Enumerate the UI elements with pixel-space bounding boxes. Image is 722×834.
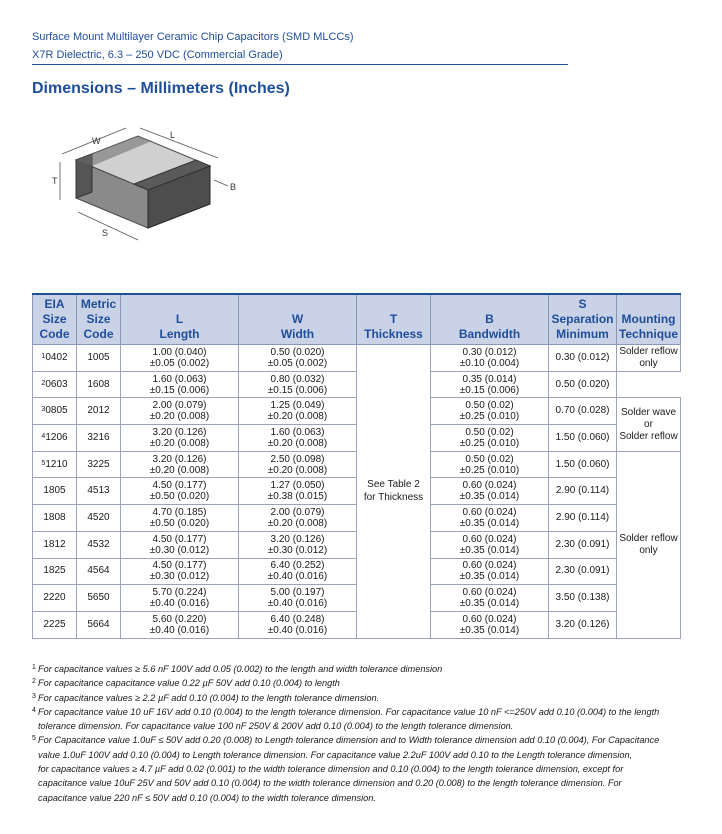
length-cell: 4.50 (0.177) ±0.50 (0.020) [121, 478, 239, 505]
diagram-label-b: B [230, 182, 237, 192]
footnotes [32, 662, 697, 805]
eia-size-code: $^4$1206 [33, 425, 77, 452]
header-divider [32, 64, 568, 65]
footnote-ref: 3 [41, 406, 46, 414]
width-cell: 3.20 (0.126) ±0.30 (0.012) [239, 531, 357, 558]
header-metric-size-code: Metric Size Code [77, 294, 121, 345]
separation-cell: 0.50 (0.020) [549, 371, 617, 398]
header-mounting-technique: Mounting Technique [617, 294, 681, 345]
metric-size-code: 3216 [77, 425, 121, 452]
table-row [33, 345, 681, 372]
separation-cell: 2.90 (0.114) [549, 505, 617, 532]
header-width: W Width [239, 294, 357, 345]
mounting-technique-cell: Solder wave or Solder reflow [617, 398, 681, 451]
footnote-ref: 2 [41, 379, 46, 387]
footnote-marker: 5 [32, 735, 36, 743]
footnote-line: value 1.0uF 100V add 0.10 (0.004) to Length tolerance dimension. For capacitance value 2.2uF 100V add 0.10 to the Length tolerance dimension, [38, 749, 633, 760]
bandwidth-cell: 0.50 (0.02) ±0.25 (0.010) [431, 398, 549, 425]
eia-size-code: $^2$0603 [33, 371, 77, 398]
footnote-ref: 5 [41, 459, 46, 467]
separation-cell: 2.30 (0.091) [549, 531, 617, 558]
width-cell: 2.00 (0.079) ±0.20 (0.008) [239, 505, 357, 532]
eia-size-code: $^3$0805 [33, 398, 77, 425]
section-title: Dimensions – Millimeters (Inches) [32, 80, 290, 97]
separation-cell: 3.50 (0.138) [549, 585, 617, 612]
eia-size-code: $^5$1210 [33, 451, 77, 478]
metric-size-code: 4520 [77, 505, 121, 532]
diagram-label-s: S [102, 228, 109, 238]
length-cell: 2.00 (0.079) ±0.20 (0.008) [121, 398, 239, 425]
header-length: L Length [121, 294, 239, 345]
length-cell: 3.20 (0.126) ±0.20 (0.008) [121, 425, 239, 452]
width-cell: 2.50 (0.098) ±0.20 (0.008) [239, 451, 357, 478]
eia-size-code: 1825 [33, 558, 77, 585]
bandwidth-cell: 0.50 (0.02) ±0.25 (0.010) [431, 425, 549, 452]
metric-size-code: 4532 [77, 531, 121, 558]
metric-size-code: 5664 [77, 611, 121, 638]
length-cell: 4.70 (0.185) ±0.50 (0.020) [121, 505, 239, 532]
footnote-line: For capacitance values ≥ 5.6 nF 100V add 0.05 (0.002) to the length and width tolerance dimension [38, 664, 443, 674]
footnote-line: for capacitance values ≥ 4.7 µF add 0.02 (0.001) to the width tolerance dimension and 0.10 (0.004) to the length tolerance dimension, except for [38, 764, 624, 775]
footnote-line: tolerance dimension. For capacitance value 100 nF 250V & 200V add 0.10 (0.004) to the length tolerance dimension. [38, 721, 514, 732]
metric-size-code: 2012 [77, 398, 121, 425]
bandwidth-cell: 0.60 (0.024) ±0.35 (0.014) [431, 611, 549, 638]
length-cell: 4.50 (0.177) ±0.30 (0.012) [121, 531, 239, 558]
footnote-marker: 4 [32, 706, 36, 714]
footnote-line: For capacitance value 10 uF 16V add 0.10 (0.004) to the length tolerance dimension. For capacitance value 10 nF <=250V add 0.10 (0.004) to the length [38, 706, 660, 717]
footnote-ref: 1 [41, 352, 46, 360]
diagram-label-t: T [52, 176, 58, 186]
footnote-marker: 1 [32, 664, 36, 671]
dimensions-table [32, 293, 681, 639]
length-cell: 1.00 (0.040) ±0.05 (0.002) [121, 345, 239, 372]
diagram-label-w: W [92, 136, 101, 146]
width-cell: 6.40 (0.252) ±0.40 (0.016) [239, 558, 357, 585]
separation-cell: 0.70 (0.028) [549, 398, 617, 425]
width-cell: 1.25 (0.049) ±0.20 (0.008) [239, 398, 357, 425]
bandwidth-cell: 0.60 (0.024) ±0.35 (0.014) [431, 505, 549, 532]
footnote-ref: 4 [41, 432, 46, 440]
width-cell: 5.00 (0.197) ±0.40 (0.016) [239, 585, 357, 612]
separation-cell: 2.90 (0.114) [549, 478, 617, 505]
metric-size-code: 1608 [77, 371, 121, 398]
eia-size-code: 1812 [33, 531, 77, 558]
separation-cell: 3.20 (0.126) [549, 611, 617, 638]
footnote-marker: 3 [32, 692, 36, 700]
header-eia-size-code: EIA Size Code [33, 294, 77, 345]
header-subtitle-line2: X7R Dielectric, 6.3 – 250 VDC (Commercial Grade) [32, 49, 283, 61]
bandwidth-cell: 0.35 (0.014) ±0.15 (0.006) [431, 371, 549, 398]
footnote-line: capacitance value 10uF 25V and 50V add 0.10 (0.004) to the width tolerance dimension and 0.20 (0.008) to the length tolerance dimension. For [38, 778, 622, 789]
eia-size-code: 2225 [33, 611, 77, 638]
separation-cell: 1.50 (0.060) [549, 425, 617, 452]
metric-size-code: 4513 [77, 478, 121, 505]
bandwidth-cell: 0.50 (0.02) ±0.25 (0.010) [431, 451, 549, 478]
eia-size-code: 2220 [33, 585, 77, 612]
footnote-marker: 2 [32, 678, 36, 686]
separation-cell: 1.50 (0.060) [549, 451, 617, 478]
length-cell: 4.50 (0.177) ±0.30 (0.012) [121, 558, 239, 585]
metric-size-code: 1005 [77, 345, 121, 372]
width-cell: 1.60 (0.063) ±0.20 (0.008) [239, 425, 357, 452]
bandwidth-cell: 0.30 (0.012) ±0.10 (0.004) [431, 345, 549, 372]
header-separation-minimum: S Separation Minimum [549, 294, 617, 345]
diagram-label-l: L [170, 130, 176, 140]
eia-size-code: 1808 [33, 505, 77, 532]
eia-size-code: $^1$0402 [33, 345, 77, 372]
length-cell: 1.60 (0.063) ±0.15 (0.006) [121, 371, 239, 398]
metric-size-code: 3225 [77, 451, 121, 478]
width-cell: 6.40 (0.248) ±0.40 (0.016) [239, 611, 357, 638]
bandwidth-cell: 0.60 (0.024) ±0.35 (0.014) [431, 478, 549, 505]
footnote-line: For capacitance capacitance value 0.22 µF 50V add 0.10 (0.004) to length [38, 678, 340, 689]
footnote [32, 691, 697, 705]
bandwidth-cell: 0.60 (0.024) ±0.35 (0.014) [431, 558, 549, 585]
bandwidth-cell: 0.60 (0.024) ±0.35 (0.014) [431, 531, 549, 558]
mounting-technique-cell: Solder reflow only [617, 345, 681, 372]
header-thickness: T Thickness [357, 294, 431, 345]
capacitor-dimension-diagram [48, 116, 248, 276]
eia-size-code: 1805 [33, 478, 77, 505]
separation-cell: 2.30 (0.091) [549, 558, 617, 585]
footnote [32, 733, 697, 804]
width-cell: 1.27 (0.050) ±0.38 (0.015) [239, 478, 357, 505]
footnote [32, 676, 697, 690]
separation-cell: 0.30 (0.012) [549, 345, 617, 372]
metric-size-code: 4564 [77, 558, 121, 585]
footnote-line: For Capacitance value 1.0uF ≤ 50V add 0.20 (0.008) to Length tolerance dimension and to Width tolerance dimension add 0.10 (0.004), For Capacitance [38, 735, 660, 746]
header-subtitle-line1: Surface Mount Multilayer Ceramic Chip Capacitors (SMD MLCCs) [32, 31, 354, 43]
footnote [32, 662, 697, 676]
length-cell: 5.60 (0.220) ±0.40 (0.016) [121, 611, 239, 638]
length-cell: 3.20 (0.126) ±0.20 (0.008) [121, 451, 239, 478]
header-bandwidth: B Bandwidth [431, 294, 549, 345]
metric-size-code: 5650 [77, 585, 121, 612]
footnote [32, 705, 697, 734]
footnote-line: capacitance value 220 nF ≤ 50V add 0.10 (0.004) to the width tolerance dimension. [38, 792, 376, 803]
footnote-line: For capacitance values ≥ 2.2 µF add 0.10 (0.004) to the length tolerance dimension. [38, 692, 380, 703]
length-cell: 5.70 (0.224) ±0.40 (0.016) [121, 585, 239, 612]
thickness-cell: See Table 2 for Thickness [357, 345, 431, 639]
mounting-technique-cell: Solder reflow only [617, 451, 681, 638]
bandwidth-cell: 0.60 (0.024) ±0.35 (0.014) [431, 585, 549, 612]
table-header-row [33, 294, 681, 345]
width-cell: 0.50 (0.020) ±0.05 (0.002) [239, 345, 357, 372]
width-cell: 0.80 (0.032) ±0.15 (0.006) [239, 371, 357, 398]
